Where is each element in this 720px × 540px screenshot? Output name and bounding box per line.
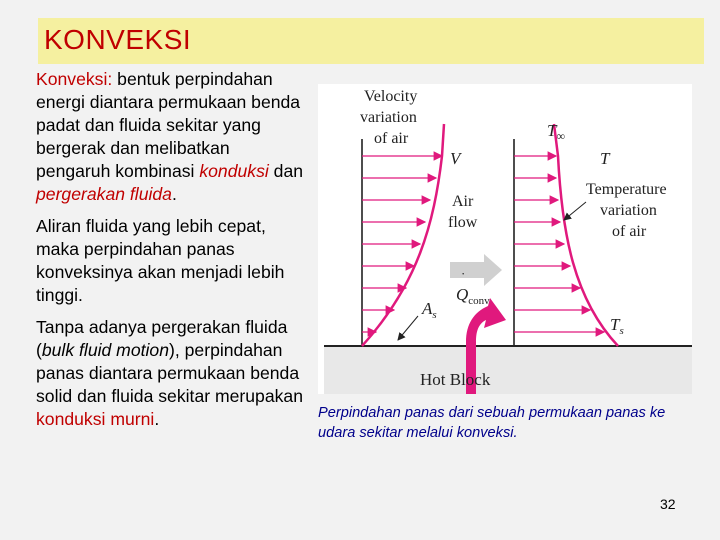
hot-block-label: Hot Block xyxy=(420,370,491,389)
figure-caption: Perpindahan panas dari sebuah permukaan panas ke udara sekitar melalui konveksi. xyxy=(318,405,666,441)
p3-end: . xyxy=(154,409,160,429)
definition-mid: dan xyxy=(268,161,304,181)
velocity-label-3: of air xyxy=(374,130,409,147)
symbol-v: V xyxy=(450,149,461,168)
temperature-leader xyxy=(564,202,586,220)
paragraph-faster-flow: Aliran fluida yang lebih cepat, maka perpindahan panas konveksinya akan menjadi lebih tinggi. xyxy=(36,216,285,305)
velocity-label-2: variation xyxy=(360,109,417,126)
temperature-label-2: variation xyxy=(600,202,657,219)
velocity-label-1: Velocity xyxy=(364,88,418,105)
symbol-t-inf: $T_\infty$ xyxy=(547,121,566,143)
air-flow-label-2: flow xyxy=(448,214,478,231)
convection-figure xyxy=(318,84,692,394)
slide-title: KONVEKSI xyxy=(44,24,192,55)
symbol-ts: $T_s$ xyxy=(610,315,624,337)
term-konveksi: Konveksi: xyxy=(36,69,113,89)
symbol-q-conv: $Q_{conv}$ xyxy=(456,285,490,307)
as-leader xyxy=(398,316,418,340)
term-konduksi-murni: konduksi murni xyxy=(36,409,155,429)
symbol-as: $A_s$ xyxy=(422,299,437,321)
text-column xyxy=(36,68,304,440)
p3-text-b: ), perpindahan panas diantara permukaan benda solid dan fluida sekitar merupakan xyxy=(36,340,303,406)
symbol-t: T xyxy=(600,149,610,168)
q-dot: · xyxy=(461,266,466,281)
paragraph-definition xyxy=(36,68,304,206)
p3-italic: bulk fluid motion xyxy=(41,340,169,360)
convection-diagram xyxy=(318,84,692,394)
term-konduksi: konduksi xyxy=(199,161,269,181)
temperature-label-3: of air xyxy=(612,223,647,240)
air-flow-label-1: Air xyxy=(452,193,474,210)
term-pergerakan-fluida: pergerakan fluida xyxy=(36,184,172,204)
temperature-label-1: Temperature xyxy=(586,181,667,198)
definition-body: bentuk perpindahan energi diantara permukaan benda padat dan fluida sekitar yang bergerak dan melibatkan pengaruh kombinasi xyxy=(36,69,301,181)
paragraph-pure-conduction xyxy=(36,316,304,431)
hot-block xyxy=(324,346,692,394)
page-number: 32 xyxy=(660,496,676,512)
definition-end: . xyxy=(171,184,177,204)
air-flow-arrow xyxy=(450,254,502,286)
p3-text-a: Tanpa adanya pergerakan fluida ( xyxy=(36,317,288,360)
